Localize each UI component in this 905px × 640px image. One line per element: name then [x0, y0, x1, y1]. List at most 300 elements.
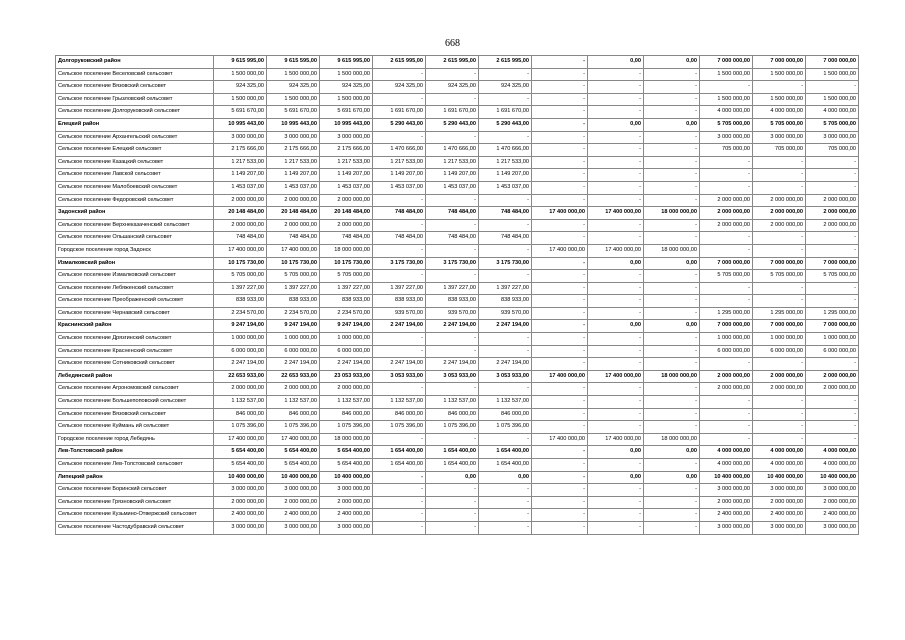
row-name-cell: Сельское поселение Лавской сельсовет	[56, 169, 214, 182]
amount-cell: 846 000,00	[267, 408, 320, 421]
amount-cell: 2 000 000,00	[806, 207, 859, 220]
amount-cell: -	[700, 282, 753, 295]
amount-cell: 3 000 000,00	[267, 131, 320, 144]
amount-cell: 20 148 484,00	[214, 207, 267, 220]
amount-cell: 9 247 194,00	[214, 320, 267, 333]
table-row	[56, 358, 859, 371]
amount-cell: 1 453 037,00	[214, 181, 267, 194]
amount-cell: -	[644, 232, 700, 245]
amount-cell: -	[532, 131, 588, 144]
amount-cell: -	[806, 396, 859, 409]
amount-cell: -	[588, 156, 644, 169]
amount-cell: -	[532, 333, 588, 346]
amount-cell: 2 247 194,00	[373, 358, 426, 371]
budget-table	[55, 55, 859, 535]
amount-cell: -	[700, 396, 753, 409]
row-name-cell: Сельское поселение Куймань ий сельсовет	[56, 421, 214, 434]
amount-cell: 1 397 227,00	[267, 282, 320, 295]
amount-cell: 20 148 484,00	[320, 207, 373, 220]
row-name-cell: Сельское поселение Кузьмино-Отвержский сельсовет	[56, 509, 214, 522]
amount-cell: -	[644, 194, 700, 207]
district-total-row	[56, 207, 859, 220]
amount-cell: -	[479, 270, 532, 283]
amount-cell: -	[532, 219, 588, 232]
amount-cell: 10 175 730,00	[214, 257, 267, 270]
table-row	[56, 93, 859, 106]
amount-cell: 1 075 396,00	[426, 421, 479, 434]
row-name-cell: Сельское поселение Грызловский сельсовет	[56, 93, 214, 106]
amount-cell: 1 132 537,00	[214, 396, 267, 409]
amount-cell: -	[588, 521, 644, 534]
amount-cell: 22 653 933,00	[214, 370, 267, 383]
amount-cell: 2 247 194,00	[479, 358, 532, 371]
amount-cell: -	[532, 169, 588, 182]
amount-cell: -	[588, 144, 644, 157]
amount-cell: 18 000 000,00	[644, 370, 700, 383]
amount-cell: 0,00	[588, 56, 644, 69]
amount-cell: -	[426, 433, 479, 446]
amount-cell: 2 400 000,00	[214, 509, 267, 522]
amount-cell: 0,00	[644, 118, 700, 131]
amount-cell: -	[373, 244, 426, 257]
amount-cell: -	[426, 509, 479, 522]
amount-cell: 748 484,00	[479, 232, 532, 245]
amount-cell: 1 691 670,00	[373, 106, 426, 119]
amount-cell: -	[532, 320, 588, 333]
amount-cell: 18 000 000,00	[320, 244, 373, 257]
amount-cell: -	[644, 156, 700, 169]
amount-cell: -	[532, 358, 588, 371]
amount-cell: 2 000 000,00	[806, 194, 859, 207]
amount-cell: 2 000 000,00	[753, 219, 806, 232]
amount-cell: 20 148 484,00	[267, 207, 320, 220]
amount-cell: -	[806, 433, 859, 446]
row-name-cell: Лев-Толстовский район	[56, 446, 214, 459]
amount-cell: -	[644, 459, 700, 472]
amount-cell: 5 705 000,00	[267, 270, 320, 283]
amount-cell: 2 000 000,00	[214, 496, 267, 509]
amount-cell: 924 325,00	[426, 81, 479, 94]
amount-cell: 748 484,00	[426, 232, 479, 245]
amount-cell: -	[806, 282, 859, 295]
amount-cell: 2 400 000,00	[267, 509, 320, 522]
amount-cell: 1 217 533,00	[320, 156, 373, 169]
table-row	[56, 131, 859, 144]
amount-cell: 2 234 570,00	[214, 307, 267, 320]
amount-cell: -	[479, 131, 532, 144]
table-row	[56, 219, 859, 232]
row-name-cell: Сельское поселение Сотниковский сельсовет	[56, 358, 214, 371]
amount-cell: -	[426, 484, 479, 497]
amount-cell: -	[753, 433, 806, 446]
amount-cell: -	[532, 106, 588, 119]
amount-cell: 1 149 207,00	[320, 169, 373, 182]
amount-cell: 0,00	[588, 320, 644, 333]
amount-cell: 0,00	[588, 446, 644, 459]
amount-cell: -	[806, 358, 859, 371]
amount-cell: -	[426, 219, 479, 232]
amount-cell: 5 705 000,00	[806, 270, 859, 283]
amount-cell: 17 400 000,00	[267, 433, 320, 446]
amount-cell: -	[588, 194, 644, 207]
amount-cell: 5 654 400,00	[214, 446, 267, 459]
amount-cell: -	[806, 81, 859, 94]
amount-cell: 1 149 207,00	[267, 169, 320, 182]
row-name-cell: Сельское поселение Долгоруковский сельсовет	[56, 106, 214, 119]
amount-cell: 0,00	[644, 320, 700, 333]
amount-cell: 1 132 537,00	[479, 396, 532, 409]
table-row	[56, 106, 859, 119]
amount-cell: 3 000 000,00	[214, 484, 267, 497]
amount-cell: 2 615 995,00	[479, 56, 532, 69]
amount-cell: -	[753, 181, 806, 194]
amount-cell: 2 000 000,00	[267, 383, 320, 396]
amount-cell: 22 653 933,00	[267, 370, 320, 383]
amount-cell: -	[700, 232, 753, 245]
table-row	[56, 307, 859, 320]
table-row	[56, 169, 859, 182]
amount-cell: -	[532, 383, 588, 396]
amount-cell: 838 933,00	[479, 295, 532, 308]
amount-cell: 1 453 037,00	[320, 181, 373, 194]
amount-cell: -	[588, 345, 644, 358]
amount-cell: 0,00	[644, 471, 700, 484]
amount-cell: -	[426, 521, 479, 534]
table-row	[56, 194, 859, 207]
amount-cell: 2 000 000,00	[753, 383, 806, 396]
table-row	[56, 232, 859, 245]
district-total-row	[56, 56, 859, 69]
amount-cell: -	[644, 408, 700, 421]
table-row	[56, 295, 859, 308]
amount-cell: -	[588, 358, 644, 371]
amount-cell: 10 995 443,00	[320, 118, 373, 131]
amount-cell: 18 000 000,00	[644, 207, 700, 220]
amount-cell: -	[479, 345, 532, 358]
amount-cell: -	[373, 194, 426, 207]
table-row	[56, 282, 859, 295]
amount-cell: 7 000 000,00	[753, 320, 806, 333]
amount-cell: 2 000 000,00	[267, 219, 320, 232]
amount-cell: 1 500 000,00	[806, 93, 859, 106]
amount-cell: -	[373, 433, 426, 446]
amount-cell: -	[644, 144, 700, 157]
amount-cell: -	[753, 396, 806, 409]
amount-cell: -	[426, 244, 479, 257]
amount-cell: 3 000 000,00	[806, 131, 859, 144]
amount-cell: 2 000 000,00	[267, 194, 320, 207]
amount-cell: 1 075 396,00	[373, 421, 426, 434]
row-name-cell: Сельское поселение Малобоевский сельсовет	[56, 181, 214, 194]
amount-cell: 5 705 000,00	[214, 270, 267, 283]
table-row	[56, 521, 859, 534]
amount-cell: 2 247 194,00	[426, 320, 479, 333]
amount-cell: -	[373, 521, 426, 534]
amount-cell: -	[644, 219, 700, 232]
amount-cell: -	[588, 219, 644, 232]
amount-cell: -	[373, 484, 426, 497]
amount-cell: 9 615 995,00	[320, 56, 373, 69]
amount-cell: -	[532, 471, 588, 484]
amount-cell: 1 000 000,00	[214, 333, 267, 346]
amount-cell: 2 000 000,00	[806, 496, 859, 509]
amount-cell: -	[373, 270, 426, 283]
amount-cell: -	[373, 131, 426, 144]
amount-cell: -	[753, 169, 806, 182]
amount-cell: -	[806, 169, 859, 182]
row-name-cell: Сельское поселение Казацкий сельсовет	[56, 156, 214, 169]
amount-cell: -	[479, 521, 532, 534]
amount-cell: 4 000 000,00	[753, 459, 806, 472]
amount-cell: -	[644, 396, 700, 409]
amount-cell: -	[426, 270, 479, 283]
amount-cell: -	[644, 295, 700, 308]
amount-cell: 1 295 000,00	[753, 307, 806, 320]
table-row	[56, 509, 859, 522]
amount-cell: 3 000 000,00	[700, 131, 753, 144]
amount-cell: -	[588, 169, 644, 182]
amount-cell: 4 000 000,00	[806, 446, 859, 459]
amount-cell: 748 484,00	[373, 232, 426, 245]
district-total-row	[56, 446, 859, 459]
amount-cell: 5 705 000,00	[806, 118, 859, 131]
amount-cell: 17 400 000,00	[532, 207, 588, 220]
amount-cell: 18 000 000,00	[644, 244, 700, 257]
amount-cell: -	[532, 232, 588, 245]
amount-cell: 1 500 000,00	[806, 68, 859, 81]
amount-cell: 1 654 400,00	[373, 446, 426, 459]
amount-cell: 17 400 000,00	[532, 433, 588, 446]
amount-cell: 1 132 537,00	[267, 396, 320, 409]
amount-cell: 838 933,00	[214, 295, 267, 308]
amount-cell: 838 933,00	[426, 295, 479, 308]
amount-cell: 1 500 000,00	[700, 93, 753, 106]
amount-cell: 2 000 000,00	[214, 194, 267, 207]
amount-cell: -	[753, 244, 806, 257]
row-name-cell: Краснинский район	[56, 320, 214, 333]
amount-cell: 5 654 400,00	[214, 459, 267, 472]
amount-cell: -	[700, 181, 753, 194]
district-total-row	[56, 471, 859, 484]
amount-cell: 2 000 000,00	[700, 370, 753, 383]
amount-cell: -	[373, 93, 426, 106]
amount-cell: 846 000,00	[214, 408, 267, 421]
amount-cell: -	[426, 93, 479, 106]
amount-cell: 1 470 666,00	[426, 144, 479, 157]
amount-cell: 4 000 000,00	[700, 446, 753, 459]
amount-cell: -	[426, 333, 479, 346]
row-name-cell: Елецкий район	[56, 118, 214, 131]
amount-cell: 0,00	[588, 257, 644, 270]
amount-cell: 17 400 000,00	[214, 244, 267, 257]
amount-cell: 2 000 000,00	[320, 496, 373, 509]
amount-cell: -	[373, 68, 426, 81]
amount-cell: -	[588, 106, 644, 119]
amount-cell: -	[373, 333, 426, 346]
table-row	[56, 244, 859, 257]
amount-cell: 748 484,00	[373, 207, 426, 220]
amount-cell: 924 325,00	[214, 81, 267, 94]
amount-cell: 1 397 227,00	[426, 282, 479, 295]
amount-cell: -	[373, 471, 426, 484]
table-row	[56, 383, 859, 396]
amount-cell: 1 132 537,00	[373, 396, 426, 409]
amount-cell: 2 000 000,00	[753, 370, 806, 383]
amount-cell: -	[588, 181, 644, 194]
amount-cell: 924 325,00	[267, 81, 320, 94]
amount-cell: 2 000 000,00	[267, 496, 320, 509]
amount-cell: -	[700, 81, 753, 94]
amount-cell: -	[532, 484, 588, 497]
row-name-cell: Сельское поселение Грязновский сельсовет	[56, 496, 214, 509]
amount-cell: 18 000 000,00	[644, 433, 700, 446]
table-row	[56, 484, 859, 497]
amount-cell: 1 691 670,00	[479, 106, 532, 119]
amount-cell: -	[532, 93, 588, 106]
amount-cell: 17 400 000,00	[588, 207, 644, 220]
amount-cell: -	[532, 459, 588, 472]
amount-cell: 3 000 000,00	[700, 484, 753, 497]
amount-cell: -	[532, 118, 588, 131]
amount-cell: -	[806, 408, 859, 421]
amount-cell: -	[588, 383, 644, 396]
amount-cell: 2 000 000,00	[806, 370, 859, 383]
amount-cell: 939 570,00	[479, 307, 532, 320]
amount-cell: 924 325,00	[320, 81, 373, 94]
amount-cell: 3 000 000,00	[753, 521, 806, 534]
amount-cell: -	[644, 333, 700, 346]
amount-cell: 2 175 666,00	[214, 144, 267, 157]
amount-cell: 2 000 000,00	[700, 496, 753, 509]
amount-cell: 3 000 000,00	[214, 521, 267, 534]
amount-cell: -	[588, 131, 644, 144]
amount-cell: -	[753, 232, 806, 245]
amount-cell: 2 000 000,00	[320, 383, 373, 396]
amount-cell: 6 000 000,00	[214, 345, 267, 358]
amount-cell: 3 175 730,00	[373, 257, 426, 270]
amount-cell: 2 000 000,00	[753, 207, 806, 220]
amount-cell: 0,00	[426, 471, 479, 484]
amount-cell: -	[373, 219, 426, 232]
amount-cell: 5 691 670,00	[214, 106, 267, 119]
amount-cell: 10 400 000,00	[214, 471, 267, 484]
amount-cell: 1 654 400,00	[373, 459, 426, 472]
amount-cell: 0,00	[588, 118, 644, 131]
amount-cell: 9 247 194,00	[267, 320, 320, 333]
amount-cell: 1 500 000,00	[320, 68, 373, 81]
amount-cell: 5 705 000,00	[753, 118, 806, 131]
amount-cell: -	[532, 345, 588, 358]
table-row	[56, 333, 859, 346]
amount-cell: 3 000 000,00	[806, 484, 859, 497]
amount-cell: -	[644, 106, 700, 119]
amount-cell: -	[479, 333, 532, 346]
table-row	[56, 81, 859, 94]
amount-cell: 0,00	[479, 471, 532, 484]
amount-cell: 4 000 000,00	[753, 446, 806, 459]
amount-cell: 9 247 194,00	[320, 320, 373, 333]
amount-cell: -	[373, 383, 426, 396]
amount-cell: 2 000 000,00	[700, 219, 753, 232]
amount-cell: -	[644, 131, 700, 144]
row-name-cell: Задонский район	[56, 207, 214, 220]
amount-cell: -	[644, 169, 700, 182]
amount-cell: -	[753, 421, 806, 434]
amount-cell: -	[426, 131, 479, 144]
amount-cell: 1 075 396,00	[267, 421, 320, 434]
amount-cell: -	[532, 144, 588, 157]
table-row	[56, 408, 859, 421]
amount-cell: -	[532, 509, 588, 522]
amount-cell: -	[588, 81, 644, 94]
amount-cell: 1 000 000,00	[320, 333, 373, 346]
amount-cell: -	[806, 421, 859, 434]
page-number: 668	[445, 38, 460, 49]
amount-cell: 4 000 000,00	[806, 459, 859, 472]
amount-cell: 1 691 670,00	[426, 106, 479, 119]
amount-cell: -	[644, 282, 700, 295]
amount-cell: 0,00	[588, 471, 644, 484]
amount-cell: 1 500 000,00	[267, 93, 320, 106]
amount-cell: -	[426, 383, 479, 396]
amount-cell: -	[588, 496, 644, 509]
amount-cell: -	[588, 396, 644, 409]
amount-cell: 748 484,00	[426, 207, 479, 220]
amount-cell: 1 149 207,00	[214, 169, 267, 182]
amount-cell: 3 053 933,00	[426, 370, 479, 383]
district-total-row	[56, 257, 859, 270]
amount-cell: 1 000 000,00	[753, 333, 806, 346]
row-name-cell: Городское поселение город Задонск	[56, 244, 214, 257]
amount-cell: 2 247 194,00	[320, 358, 373, 371]
amount-cell: 10 175 730,00	[320, 257, 373, 270]
amount-cell: 10 400 000,00	[753, 471, 806, 484]
table-row	[56, 396, 859, 409]
row-name-cell: Сельское поселение Чернавский сельсовет	[56, 307, 214, 320]
row-name-cell: Сельское поселение Лебяженский сельсовет	[56, 282, 214, 295]
amount-cell: 838 933,00	[320, 295, 373, 308]
amount-cell: 7 000 000,00	[700, 320, 753, 333]
amount-cell: 2 234 570,00	[320, 307, 373, 320]
amount-cell: 1 132 537,00	[320, 396, 373, 409]
row-name-cell: Сельское поселение Елецкий сельсовет	[56, 144, 214, 157]
amount-cell: 3 000 000,00	[320, 521, 373, 534]
amount-cell: 2 400 000,00	[806, 509, 859, 522]
amount-cell: -	[373, 345, 426, 358]
amount-cell: 17 400 000,00	[267, 244, 320, 257]
amount-cell: -	[532, 521, 588, 534]
row-name-cell: Сельское поселение Федоровский сельсовет	[56, 194, 214, 207]
table-row	[56, 433, 859, 446]
amount-cell: -	[644, 81, 700, 94]
amount-cell: 5 691 670,00	[320, 106, 373, 119]
amount-cell: 1 654 400,00	[479, 459, 532, 472]
amount-cell: -	[588, 282, 644, 295]
amount-cell: -	[532, 270, 588, 283]
amount-cell: 3 000 000,00	[320, 131, 373, 144]
row-name-cell: Сельское поселение Красненский сельсовет	[56, 345, 214, 358]
amount-cell: 23 053 933,00	[320, 370, 373, 383]
amount-cell: 5 705 000,00	[700, 270, 753, 283]
amount-cell: 2 000 000,00	[753, 496, 806, 509]
amount-cell: 1 453 037,00	[267, 181, 320, 194]
amount-cell: 1 500 000,00	[700, 68, 753, 81]
amount-cell: 1 500 000,00	[753, 68, 806, 81]
amount-cell: 6 000 000,00	[267, 345, 320, 358]
amount-cell: 846 000,00	[373, 408, 426, 421]
amount-cell: 7 000 000,00	[700, 56, 753, 69]
amount-cell: 17 400 000,00	[532, 370, 588, 383]
